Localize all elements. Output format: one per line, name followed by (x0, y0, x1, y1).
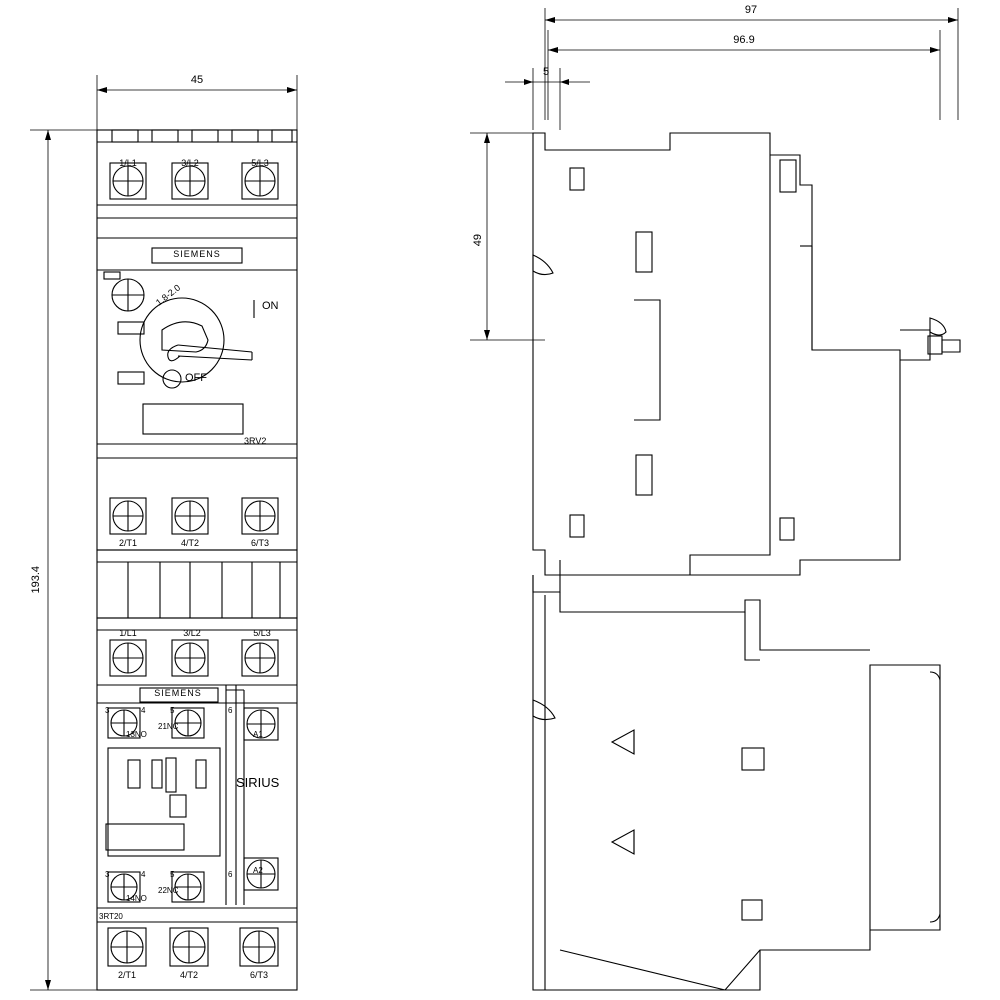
aux-upper-num-5: 5 (170, 706, 175, 715)
contactor-top-terminals (110, 640, 278, 676)
aux-lower-nc-label: 22NC (158, 886, 179, 895)
brand-label-top: SIEMENS (173, 249, 221, 259)
side-offset-label: 5 (542, 66, 550, 78)
brand-label-bottom: SIEMENS (154, 688, 202, 698)
coil-terminal-a2: A2 (253, 866, 263, 875)
aux-upper-no-label: 13NO (126, 730, 147, 739)
coil-terminal-a1: A1 (253, 730, 263, 739)
terminal-label-3L2-top: 3/L2 (181, 158, 199, 168)
aux-lower-no-label: 14NO (126, 894, 147, 903)
front-height-label: 193.4 (29, 566, 42, 594)
terminal-label-2T1-contactor: 2/T1 (117, 970, 137, 980)
front-width-label: 45 (190, 74, 204, 86)
breaker-bottom-terminals (110, 498, 278, 534)
aux-upper-nc-label: 21NC (158, 722, 179, 731)
side-total-width-dimension (542, 8, 958, 120)
aux-lower-num-4: 4 (141, 870, 146, 879)
contactor-bottom-terminals (108, 928, 278, 966)
terminal-label-1L1-top: 1/L1 (119, 158, 137, 168)
terminal-label-1L1-contactor: 1/L1 (119, 628, 137, 638)
contactor-type-label: 3RT20 (99, 912, 123, 921)
terminal-label-6T3-contactor: 6/T3 (249, 970, 269, 980)
terminal-label-3L2-contactor: 3/L2 (183, 628, 201, 638)
terminal-label-4T2-contactor: 4/T2 (179, 970, 199, 980)
terminal-label-5L3-contactor: 5/L3 (253, 628, 271, 638)
terminal-label-5L3-top: 5/L3 (251, 158, 269, 168)
terminal-label-6T3-breaker: 6/T3 (250, 538, 270, 548)
switch-scale-label: 1.8-2.0 (153, 282, 183, 308)
aux-lower-num-6: 6 (228, 870, 233, 879)
switch-off-label: OFF (185, 372, 207, 384)
terminal-label-2T1-breaker: 2/T1 (118, 538, 138, 548)
aux-lower-num-5: 5 (170, 870, 175, 879)
front-height-dimension (30, 130, 100, 990)
breaker-type-label: 3RV2 (244, 436, 267, 446)
aux-upper-num-4: 4 (141, 706, 146, 715)
switch-on-label: ON (262, 300, 279, 312)
aux-upper-num-3: 3 (105, 706, 110, 715)
side-total-width-label: 97 (744, 4, 758, 16)
side-inner-width-label: 96.9 (733, 34, 755, 46)
breaker-top-terminals (110, 163, 278, 199)
terminal-label-4T2-breaker: 4/T2 (180, 538, 200, 548)
series-label: SIRIUS (236, 775, 280, 790)
aux-lower-num-3: 3 (105, 870, 110, 879)
aux-upper-num-6: 6 (228, 706, 233, 715)
side-height-label: 49 (472, 234, 485, 247)
